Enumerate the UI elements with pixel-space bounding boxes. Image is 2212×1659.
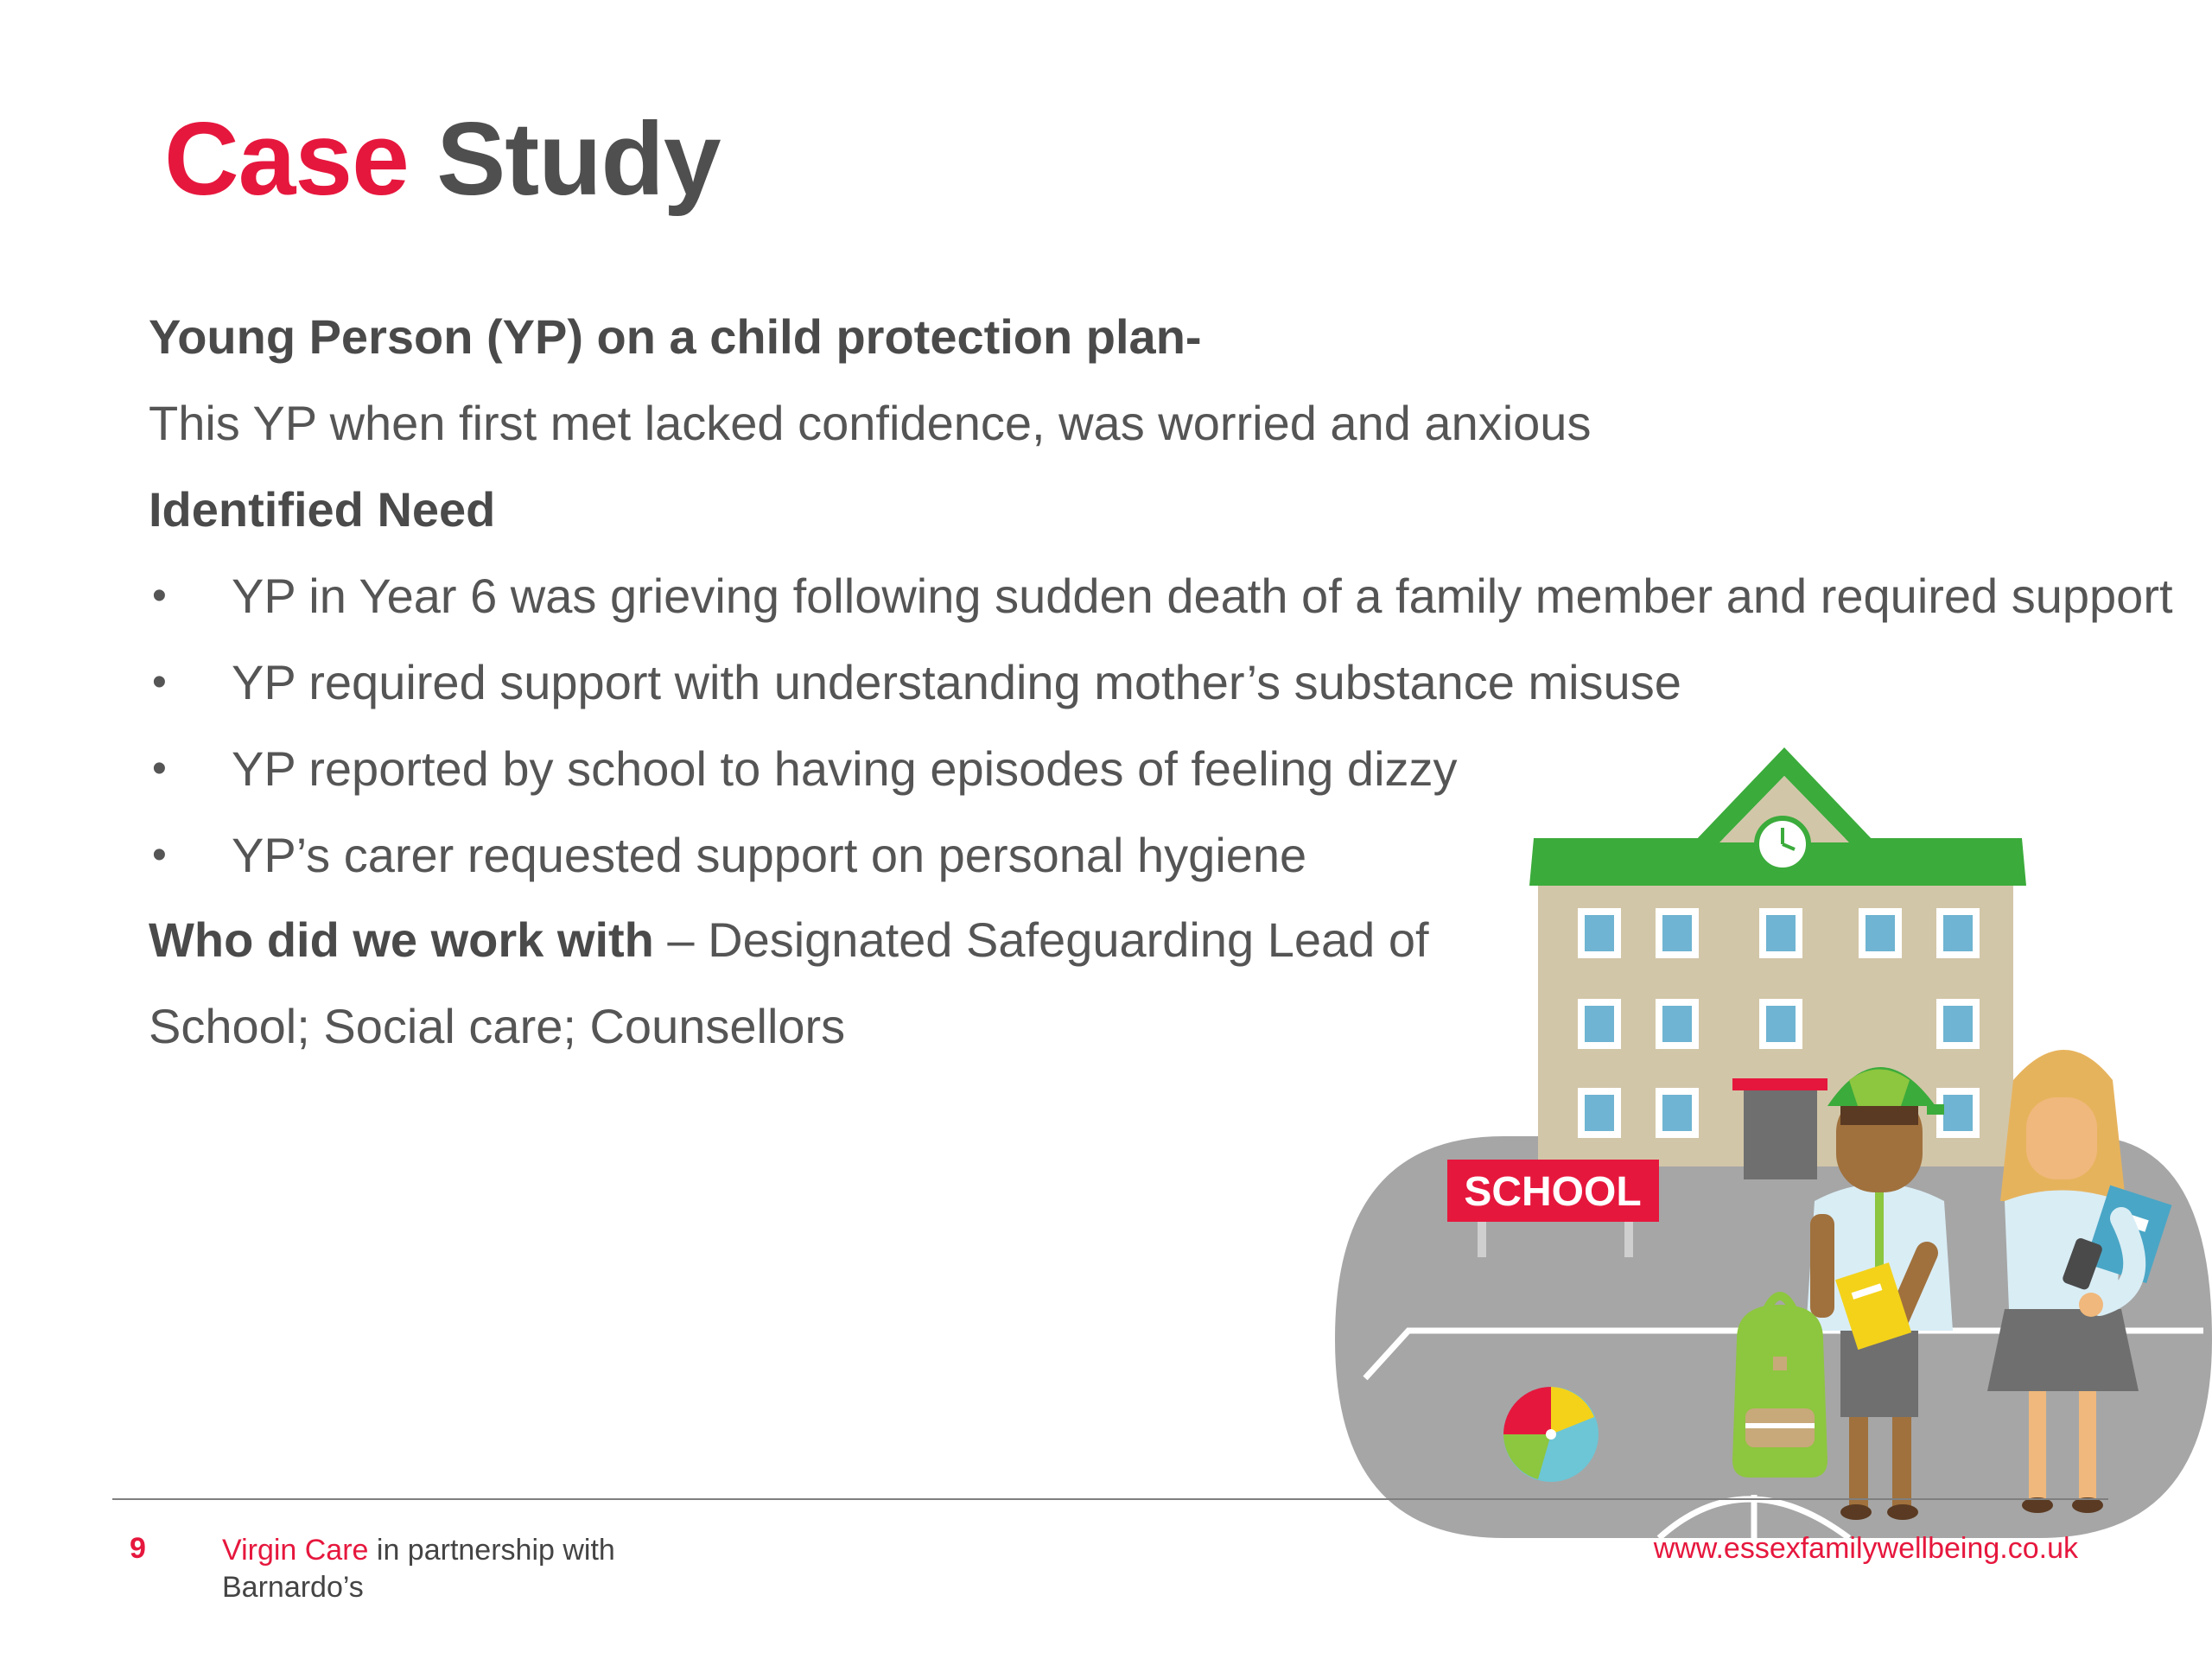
partner-text: in partnership with [368,1534,615,1567]
intro-text: This YP when first met lacked confidence, was worried and anxious [149,396,1592,450]
bullet-icon: • [152,659,167,705]
work-with-text-2: School; Social care; Counsellors [149,999,846,1053]
backpack-icon [1732,1296,1827,1478]
bullet-icon: • [152,832,167,878]
title-accent: Case [164,101,409,217]
slide-title [164,102,721,216]
title-rest: Study [436,101,721,217]
school-sign-text: SCHOOL [1464,1169,1642,1215]
brand-name: Virgin Care [222,1534,369,1567]
bullet-icon: • [152,573,167,619]
beach-ball-icon [1503,1387,1599,1482]
footer-partnership [222,1532,615,1606]
school-door [1744,1084,1817,1179]
page-number: 9 [130,1532,146,1565]
need-item-text: YP’s carer requested support on personal hygiene [232,828,1307,882]
footer-divider [112,1498,2108,1500]
need-item-text: YP in Year 6 was grieving following sudden death of a family member and required support [232,569,2173,623]
list-item [149,652,2136,713]
bullet-icon: • [152,746,167,791]
need-item-text: YP reported by school to having episodes of feeling dizzy [232,741,1458,796]
list-item [149,566,2173,626]
work-with-text: – Designated Safeguarding Lead of [653,912,1429,967]
school-illustration [1331,734,2212,1547]
partner-name: Barnardo’s [222,1571,364,1604]
intro-heading: Young Person (YP) on a child protection plan- [149,309,1202,364]
footer-url-link[interactable]: www.essexfamilywellbeing.co.uk [1653,1532,2078,1565]
need-heading: Identified Need [149,482,496,537]
need-item-text: YP required support with understanding mother’s substance misuse [232,655,1681,709]
work-with-label: Who did we work with [149,912,654,967]
